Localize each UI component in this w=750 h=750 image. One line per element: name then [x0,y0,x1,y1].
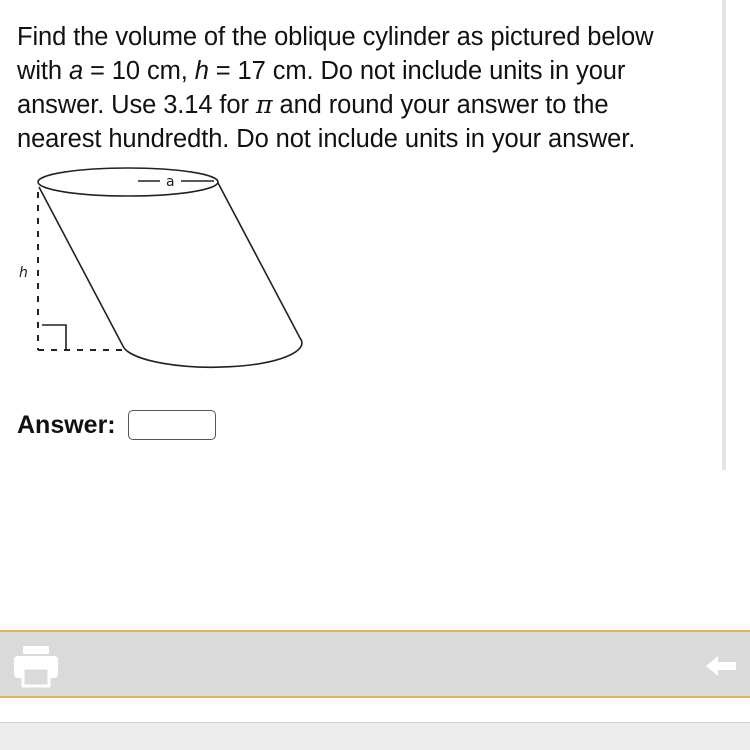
right-edge [738,0,750,630]
question-text-segment: = 17 cm. Do not include units in your [208,57,626,85]
back-button[interactable] [704,654,740,678]
label-a: a [166,174,175,190]
bottom-toolbar [0,630,750,698]
print-button[interactable] [12,644,60,688]
oblique-cylinder-diagram [14,160,314,380]
cylinder-left-side [39,187,124,348]
question-text-segment: with [17,57,69,85]
bottom-strip [0,722,750,750]
answer-label: Answer: [17,410,116,439]
pi-symbol: π [255,90,273,120]
scrollbar[interactable] [722,0,726,470]
back-arrow-icon [704,654,740,678]
answer-input[interactable] [128,410,216,440]
printer-icon [12,644,60,688]
answer-row [17,408,216,442]
question-text-segment: answer. Use 3.14 for [17,91,256,119]
question-text-segment: and round your answer to the [272,91,609,119]
question-line-4: nearest hundredth. Do not include units in your answer. [17,125,636,153]
question-line-1: Find the volume of the oblique cylinder as pictured below [17,23,654,51]
cylinder-top-ellipse [38,168,218,196]
cylinder-right-side [217,181,300,338]
question-line-3 [17,88,722,122]
right-angle-marker [42,325,66,349]
question-text [17,20,722,156]
variable-h: h [194,57,209,85]
question-line-2 [17,54,722,88]
cylinder-bottom-ellipse [124,338,302,367]
variable-a: a [68,57,84,85]
question-text-segment: = 10 cm, [83,57,195,85]
label-h: h [19,265,28,281]
